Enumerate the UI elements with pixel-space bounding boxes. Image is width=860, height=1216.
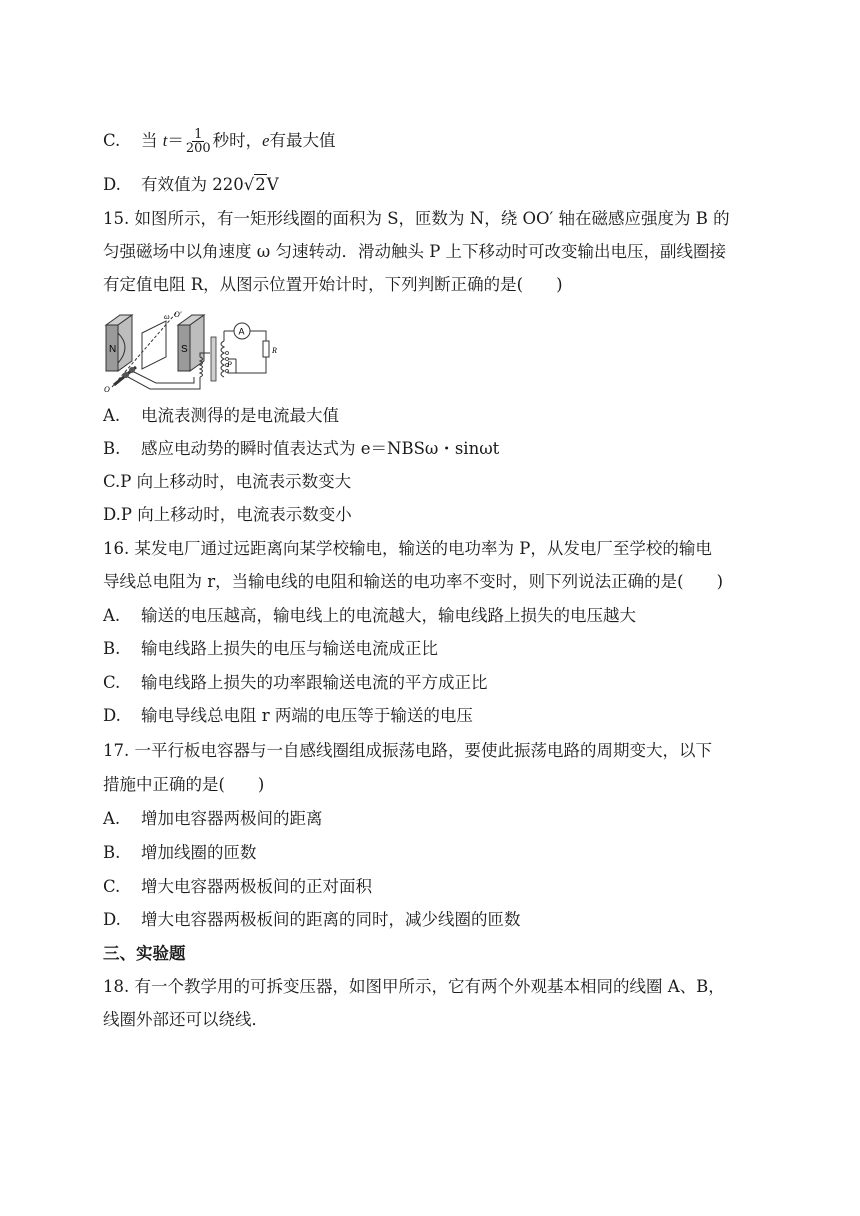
q18-stem-line-2: 线圈外部还可以绕线．	[103, 1010, 268, 1029]
sqrt-symbol: √2	[243, 175, 266, 194]
pole-n-label: N	[109, 344, 117, 355]
q16-option-d: D. 输电导线总电阻 r 两端的电压等于输送的电压	[103, 706, 473, 725]
generator-transformer-figure	[100, 307, 290, 393]
q15-stem-line-2: 匀强磁场中以角速度 ω 匀速转动．滑动触头 P 上下移动时可改变输出电压，副线圈接	[103, 242, 727, 261]
ammeter-label: A	[238, 326, 245, 337]
q18-stem-line-1: 18. 有一个教学用的可拆变压器，如图甲所示，它有两个外观基本相同的线圈 A、B，	[103, 977, 725, 996]
q17-stem-line-1: 17. 一平行板电容器与一自感线圈组成振荡电路，要使此振荡电路的周期变大，以下	[103, 741, 712, 760]
q16-option-c: C. 输电线路上损失的功率跟输送电流的平方成正比	[103, 673, 488, 692]
q15-option-c: C.P 向上移动时，电流表示数变大	[103, 472, 352, 491]
axis-top-label: O′	[174, 310, 182, 319]
q17-option-a: A. 增加电容器两极间的距离	[103, 809, 323, 828]
q15-stem-line-3: 有定值电阻 R，从图示位置开始计时，下列判断正确的是( )	[103, 275, 563, 294]
section-heading: 三、实验题	[103, 944, 186, 963]
q16-option-b: B. 输电线路上损失的电压与输送电流成正比	[103, 639, 438, 658]
q15-option-d: D.P 向上移动时，电流表示数变小	[103, 505, 352, 524]
q17-stem-line-2: 措施中正确的是( )	[103, 775, 265, 794]
q16-option-a: A. 输送的电压越高，输电线上的电流越大，输电线路上损失的电压越大	[103, 606, 636, 625]
pole-s-label: S	[181, 344, 188, 355]
slider-p-label: P	[227, 360, 232, 369]
q14-option-d: D. 有效值为 220√2V	[103, 175, 279, 194]
q16-stem-line-2: 导线总电阻为 r，当输电线的电阻和输送的电功率不变时，则下列说法正确的是( )	[103, 572, 724, 591]
q14-option-c: C. 当 t＝ $\frac{1}{200}$ 秒时，e有最大值	[103, 127, 336, 156]
q16-stem-line-1: 16. 某发电厂通过远距离向某学校输电，输送的电功率为 P，从发电厂至学校的输电	[103, 539, 712, 558]
q17-option-d: D. 增大电容器两极板间的距离的同时，减少线圈的匝数	[103, 910, 521, 929]
q17-option-b: B. 增加线圈的匝数	[103, 843, 257, 862]
axis-bottom-label: O	[104, 385, 110, 393]
q15-stem-line-1: 15. 如图所示，有一矩形线圈的面积为 S，匝数为 N，绕 OO′ 轴在磁感应强度为 B 的	[103, 209, 730, 228]
q15-option-a: A. 电流表测得的是电流最大值	[103, 406, 339, 425]
fraction: $\frac{1}{200}$	[185, 127, 211, 156]
omega-label: ω	[164, 312, 170, 321]
q15-option-b: B. 感应电动势的瞬时值表达式为 e＝NBSω・sinωt	[103, 439, 500, 458]
resistor-r-label: R	[272, 346, 277, 355]
q17-option-c: C. 增大电容器两极板间的正对面积	[103, 877, 372, 896]
